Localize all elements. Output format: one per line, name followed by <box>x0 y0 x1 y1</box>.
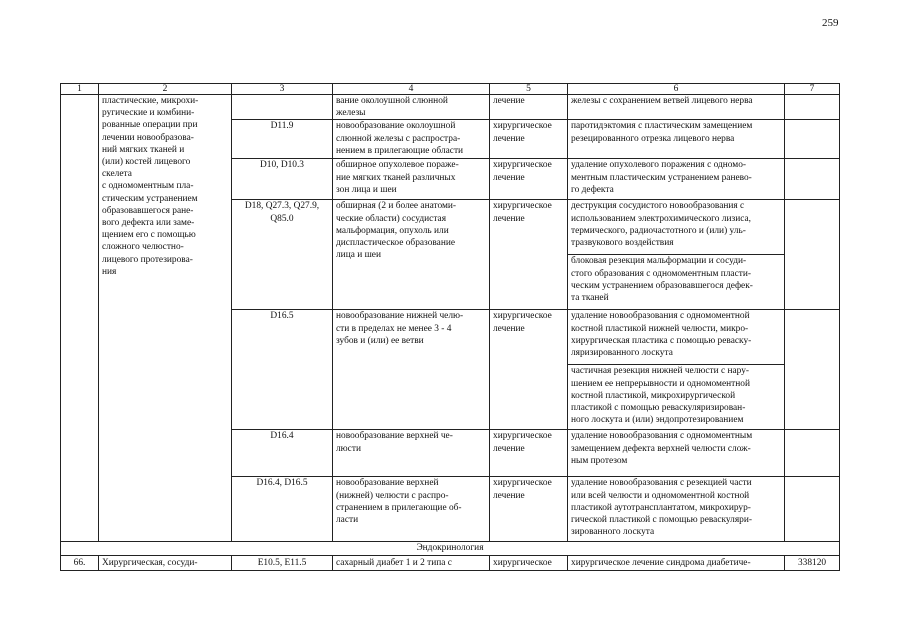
treatment-type-cell: хирургическое <box>490 556 568 570</box>
diagnosis-cell: вание околоушной слюнной железы <box>333 95 490 120</box>
column-number: 2 <box>99 84 232 95</box>
icd-code-cell <box>232 95 333 120</box>
icd-code-cell: D16.4 <box>232 430 333 477</box>
icd-code-cell: D16.4, D16.5 <box>232 477 333 542</box>
diagnosis-cell: новообразование околоушной слюнной железы с распростра- нением в прилегающие области <box>333 120 490 159</box>
icd-code-cell: D10, D10.3 <box>232 159 333 200</box>
treatment-type-cell: хирургическое лечение <box>490 200 568 310</box>
page-number: 259 <box>822 17 839 29</box>
price-cell <box>785 310 840 430</box>
treatment-method-cell: удаление новообразования с одномоментным замещением дефекта верхней челюсти слож- ным протезом <box>568 430 785 477</box>
table-row <box>61 556 840 570</box>
care-type-name-cell: пластические, микрохи- ругические и комбини- рованные операции при лечении новообразова- ний мягких тканей и (или) костей лицевого скелета с одномоментным пла- стическим устранением образовавшегося ране- вого дефекта или заме- щением его с помощью сложного челюстно- лицевого протезирова- ния <box>99 95 232 542</box>
diagnosis-cell: новообразование верхней (нижней) челюсти с распро- странением в прилегающие об- ласти <box>333 477 490 542</box>
treatment-method-cell: деструкция сосудистого новообразования с использованием электрохимического лизиса, термического, радиочастотного и (или) уль- тразвукового воздействия <box>568 200 785 255</box>
diagnosis-cell: новообразование нижней челю- сти в пределах не менее 3 - 4 зубов и (или) ее ветви <box>333 310 490 430</box>
price-cell <box>785 159 840 200</box>
treatment-method-cell: паротидэктомия с пластическим замещением резецированного отрезка лицевого нерва <box>568 120 785 159</box>
icd-code-cell: D18, Q27.3, Q27.9, Q85.0 <box>232 200 333 310</box>
icd-code-cell: D16.5 <box>232 310 333 430</box>
column-number: 3 <box>232 84 333 95</box>
column-number: 4 <box>333 84 490 95</box>
diagnosis-cell: обширное опухолевое пораже- ние мягких тканей различных зон лица и шеи <box>333 159 490 200</box>
treatment-type-cell: лечение <box>490 95 568 120</box>
column-number: 6 <box>568 84 785 95</box>
price-cell <box>785 120 840 159</box>
treatment-method-cell: блоковая резекция мальформации и сосуди- стого образования с одномоментным пласти- ческим устранением образовавшегося дефек- та тканей <box>568 255 785 310</box>
treatment-method-cell: удаление новообразования с одномоментной костной пластикой нижней челюсти, микро- хирургическая пластика с помощью реваску- ляризированного лоскута <box>568 310 785 365</box>
column-number: 1 <box>61 84 99 95</box>
treatment-type-cell: хирургическое лечение <box>490 120 568 159</box>
treatment-type-cell: хирургическое лечение <box>490 477 568 542</box>
diagnosis-cell: новообразование верхней че- люсти <box>333 430 490 477</box>
price-cell: 338120 <box>785 556 840 570</box>
treatment-method-cell: частичная резекция нижней челюсти с нару- шением ее непрерывности и одномоментной костной пластикой, микрохирургической пластикой с помощью реваскуляризирован- ного лоскута и (или) эндопротезированием <box>568 365 785 430</box>
diagnosis-cell: обширная (2 и более анатоми- ческие области) сосудистая мальформация, опухоль или диспластическое образование лица и шеи <box>333 200 490 310</box>
row-number-cell: 66. <box>61 556 99 570</box>
icd-code-cell: D11.9 <box>232 120 333 159</box>
price-cell <box>785 200 840 310</box>
column-number: 7 <box>785 84 840 95</box>
table-row <box>61 95 840 120</box>
icd-code-cell: E10.5, E11.5 <box>232 556 333 570</box>
treatment-method-cell: удаление новообразования с резекцией части или всей челюсти и одномоментной костной пластикой аутотрансплантатом, микрохирур- гической пластикой с помощью реваскуляри- зированного лоскута <box>568 477 785 542</box>
treatment-method-cell: хирургическое лечение синдрома диабетиче- <box>568 556 785 570</box>
column-number: 5 <box>490 84 568 95</box>
column-number-row <box>61 84 840 95</box>
care-type-name-cell: Хирургическая, сосуди- <box>99 556 232 570</box>
diagnosis-cell: сахарный диабет 1 и 2 типа с <box>333 556 490 570</box>
table-body <box>61 95 840 571</box>
treatment-method-cell: удаление опухолевого поражения с одномо- ментным пластическим устранением ранево- го дефекта <box>568 159 785 200</box>
treatment-method-cell: железы с сохранением ветвей лицевого нерва <box>568 95 785 120</box>
price-cell <box>785 95 840 120</box>
price-cell <box>785 477 840 542</box>
treatment-type-cell: хирургическое лечение <box>490 430 568 477</box>
treatment-type-cell: хирургическое лечение <box>490 310 568 430</box>
row-number-cell <box>61 95 99 542</box>
treatment-type-cell: хирургическое лечение <box>490 159 568 200</box>
section-row <box>61 542 840 556</box>
price-cell <box>785 430 840 477</box>
medical-care-table <box>60 83 840 571</box>
section-title: Эндокринология <box>61 542 840 556</box>
